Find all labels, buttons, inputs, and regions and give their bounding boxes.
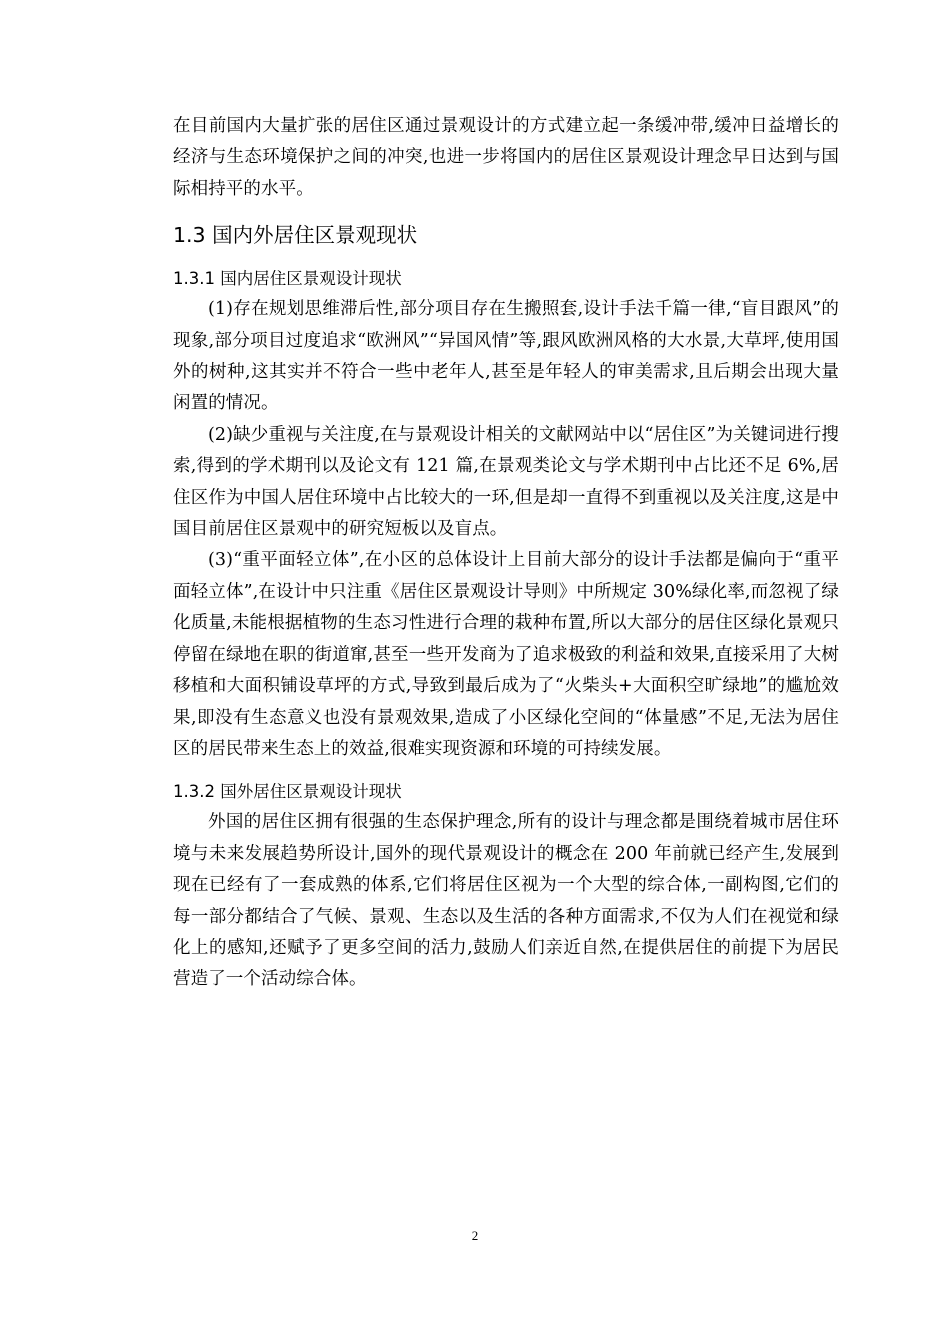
page-number: 2 [471,1228,479,1243]
paragraph-foreign-1: 外国的居住区拥有很强的生态保护理念,所有的设计与理念都是围绕着城市居住环境与未来发展趋势所设计,国外的现代景观设计的概念在 200 年前就已经产生,发展到现在已经有了一套成熟的体系,它们将居住区视为一个大型的综合体,一副构图,它们的每一部分都结合了气候、景观、生态以及生活的各种方面需求,不仅为人们在视觉和绿化上的感知,还赋予了更多空间的活力,鼓励人们亲近自然,在提供居住的前提下为居民营造了一个活动综合体。 [173,812,839,990]
page-content [173,111,839,996]
paragraph-domestic-1: (1)存在规划思维滞后性,部分项目存在生搬照套,设计手法千篇一律,“盲目跟风”的现象,部分项目过度追求“欧洲风”“异国风情”等,跟风欧洲风格的大水景,大草坪,使用国外的树种,这其实并不符合一些中老年人,甚至是年轻人的审美需求,且后期会出现大量闲置的情况。 [173,299,839,414]
subsection-heading-1-3-1: 1.3.1 国内居住区景观设计现状 [173,269,402,289]
subsection-heading-1-3-2: 1.3.2 国外居住区景观设计现状 [173,782,402,802]
paragraph-domestic-3: (3)“重平面轻立体”,在小区的总体设计上目前大部分的设计手法都是偏向于“重平面轻立体”,在设计中只注重《居住区景观设计导则》中所规定 30%绿化率,而忽视了绿化质量,未能根据植物的生态习性进行合理的栽种布置,所以大部分的居住区绿化景观只停留在绿地在职的街道窜,甚至一些开发商为了追求极致的利益和效果,直接采用了大树移植和大面积铺设草坪的方式,导致到最后成为了“火柴头+大面积空旷绿地”的尴尬效果,即没有生态意义也没有景观效果,造成了小区绿化空间的“体量感”不足,无法为居住区的居民带来生态上的效益,很难实现资源和环境的可持续发展。 [173,550,839,759]
section-heading-1-3: 1.3 国内外居住区景观现状 [173,223,418,248]
intro-paragraph: 在目前国内大量扩张的居住区通过景观设计的方式建立起一条缓冲带,缓冲日益增长的经济与生态环境保护之间的冲突,也进一步将国内的居住区景观设计理念早日达到与国际相持平的水平。 [173,116,839,199]
paragraph-domestic-2: (2)缺少重视与关注度,在与景观设计相关的文献网站中以“居住区”为关键词进行搜索,得到的学术期刊以及论文有 121 篇,在景观类论文与学术期刊中占比还不足 6%,居住区作为中国人居住环境中占比较大的一环,但是却一直得不到重视以及关注度,这是中国目前居住区景观中的研究短板以及盲点。 [173,424,839,540]
